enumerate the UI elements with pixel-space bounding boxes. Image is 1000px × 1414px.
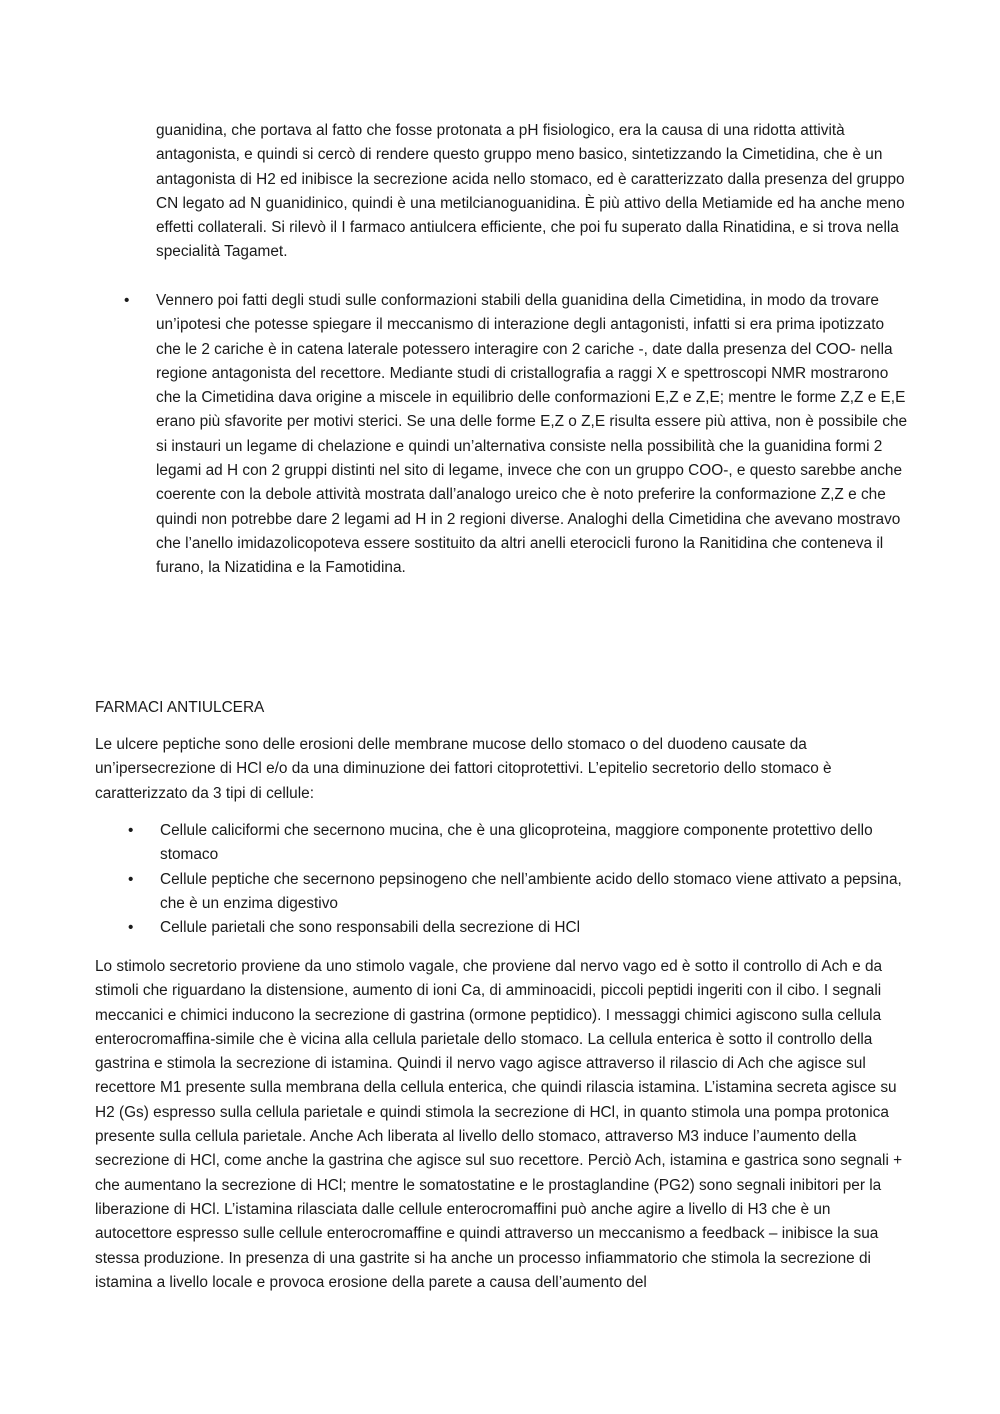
list-item-text: Cellule peptiche che secernono pepsinogeno che nell’ambiente acido dello stomaco viene attivato a pepsina, che è un enzima digestivo <box>160 870 902 912</box>
cell-types-list <box>128 819 905 940</box>
section-heading: FARMACI ANTIULCERA <box>95 699 265 716</box>
list-item <box>128 916 905 940</box>
bullet-marker: • <box>128 870 134 888</box>
bullet-marker: • <box>124 292 130 309</box>
list-item <box>128 819 905 868</box>
list-item-text: Cellule caliciformi che secernono mucina, che è una glicoproteina, maggiore componente protettivo dello stomaco <box>160 822 873 864</box>
list-item-text: Cellule parietali che sono responsabili della secrezione di HCl <box>160 919 581 937</box>
bullet-marker: • <box>128 919 134 937</box>
bullet-marker: • <box>128 822 134 839</box>
continuation-paragraph: guanidina, che portava al fatto che fosse protonata a pH fisiologico, era la causa di una ridotta attività antagonista, e quindi si cercò di rendere questo gruppo meno basico, sintetizzando la Cimetidina, che è un antagonista di H2 ed inibisce la secrezione acida nello stomaco, ed è caratterizzato dalla presenza del gruppo CN legato ad N guanidinico, quindi è una metilcianoguanidina. È più attivo della Metiamide ed ha anche meno effetti collaterali. Si rilevò il I farmaco antiulcera efficiente, che poi fu superato dalla Rinatidina, e si trova nella specialità Tagamet. <box>156 122 905 261</box>
body-paragraph: Lo stimolo secretorio proviene da uno stimolo vagale, che proviene dal nervo vago ed è sotto il controllo di Ach e da stimoli che riguardano la distensione, aumento di ioni Ca, di amminoacidi, piccoli peptidi ingeriti con il cibo. I segnali meccanici e chimici inducono la secrezione di gastrina (ormone peptidico). I messaggi chimici agiscono sulla cellula enterocromaffina-simile che è vicina alla cellula parietale dello stomaco. La cellula enterica è sotto il controllo della gastrina e stimola la secrezione di istamina. Quindi il nervo vago agisce attraverso il rilascio di Ach che agisce sul recettore M1 presente sulla membrana della cellula enterica, che quindi rilascia istamina. L’istamina secreta agisce su H2 (Gs) espresso sulla cellula parietale e quindi stimola la secrezione di HCl, in quanto stimola una pompa protonica presente sulla cellula parietale. Anche Ach liberata al livello dello stomaco, attraverso M3 induce l’aumento della secrezione di HCl, come anche la gastrina che agisce sul suo recettore. Perciò Ach, istamina e gastrica sono segnali + che aumentano la secrezione di HCl; mentre le somatostatine e le prostaglandine (PG2) sono segnali inibitori per la liberazione di HCl. L’istamina rilasciata dalle cellule enterocromaffini può anche agire a livello di H3 che è un autocettore espresso sulle cellule enterocromaffine e quindi attraverso un meccanismo a feedback – inibisce la sua stessa produzione. In presenza di una gastrite si ha anche un processo infiammatorio che stimola la secrezione di istamina a livello locale e provoca erosione della parete a causa dell’aumento del <box>95 958 903 1291</box>
list-item <box>128 868 905 917</box>
conformation-bullet-paragraph: Vennero poi fatti degli studi sulle conformazioni stabili della guanidina della Cimetidina, in modo da trovare un’ipotesi che potesse spiegare il meccanismo di interazione degli antagonisti, infatti si era prima ipotizzato che le 2 cariche è in catena laterale potessero interagire con 2 cariche -, date dalla presenza del COO- nella regione antagonista del recettore. Mediante studi di cristallografia a raggi X e spettroscopi NMR mostrarono che la Cimetidina dava origine a miscele in equilibrio delle conformazioni E,Z e Z,E; mentre le forme Z,Z e E,E erano più sfavorite per motivi sterici. Se una delle forme E,Z o Z,E risulta essere più attiva, non è possibile che si instauri un legame di chelazione e quindi un’alternativa consiste nella possibilità che la guanidina formi 2 legami ad H con 2 gruppi distinti nel sito di legame, invece che con un gruppo COO-, e questo sarebbe anche coerente con la debole attività mostrata dall’analogo ureico che è noto preferire la conformazione Z,Z e che quindi non potrebbe dare 2 legami ad H in 2 regioni diverse. Analoghi della Cimetidina che avevano mostravo che l’anello imidazolicopoteva essere sostituito da altri anelli eterocicli furono la Ranitidina che conteneva il furano, la Nizatidina e la Famotidina. <box>156 292 908 577</box>
intro-paragraph: Le ulcere peptiche sono delle erosioni delle membrane mucose dello stomaco o del duodeno causate da un’ipersecrezione di HCl e/o da una diminuzione dei fattori citoprotettivi. L’epitelio secretorio dello stomaco è caratterizzato da 3 tipi di cellule: <box>95 736 832 802</box>
